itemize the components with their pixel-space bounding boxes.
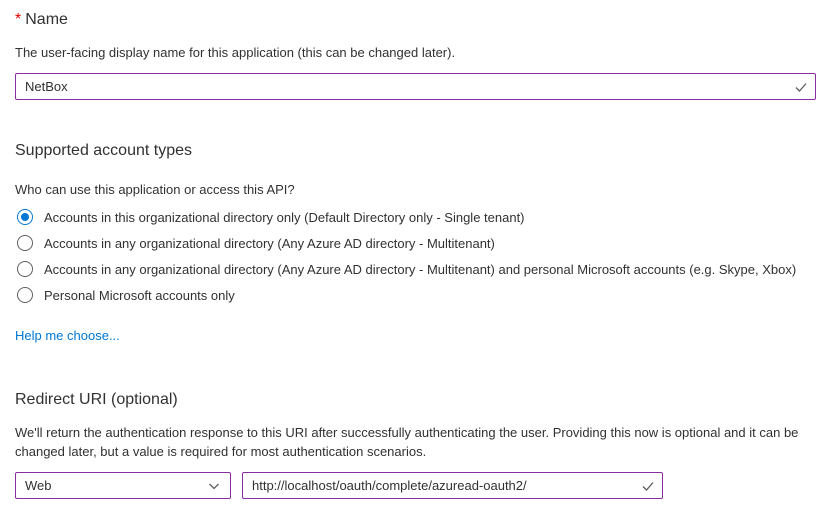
radio-selected-icon bbox=[17, 209, 33, 225]
radio-option-label: Personal Microsoft accounts only bbox=[44, 287, 235, 303]
platform-select-value: Web bbox=[25, 478, 52, 493]
radio-option-personal-only[interactable] bbox=[15, 282, 796, 308]
redirect-uri-description: We'll return the authentication response to this URI after successfully authenticating the user. Providing this now is optional and it can be changed later, but a value is required for most authentication scenarios. bbox=[15, 425, 799, 459]
required-marker: * bbox=[15, 11, 22, 28]
redirect-uri-input-wrap bbox=[242, 472, 663, 499]
radio-unselected-icon bbox=[17, 261, 33, 277]
account-types-radio-group bbox=[15, 204, 796, 308]
radio-option-multitenant[interactable] bbox=[15, 230, 796, 256]
name-input-wrap bbox=[15, 73, 816, 100]
platform-select[interactable] bbox=[15, 472, 231, 499]
radio-unselected-icon bbox=[17, 235, 33, 251]
radio-option-label: Accounts in any organizational directory (Any Azure AD directory - Multitenant) and personal Microsoft accounts (e.g. Skype, Xbox) bbox=[44, 261, 797, 277]
name-section-title-text: Name bbox=[25, 11, 68, 28]
name-section-title bbox=[15, 11, 68, 29]
radio-option-multitenant-personal[interactable] bbox=[15, 256, 796, 282]
radio-option-label: Accounts in this organizational directory only (Default Directory only - Single tenant) bbox=[44, 209, 525, 225]
chevron-down-icon bbox=[206, 478, 222, 494]
account-types-section-title: Supported account types bbox=[15, 142, 193, 159]
redirect-uri-section-title: Redirect URI (optional) bbox=[15, 391, 178, 408]
radio-unselected-icon bbox=[17, 287, 33, 303]
account-types-question: Who can use this application or access this API? bbox=[15, 182, 295, 197]
redirect-uri-input[interactable] bbox=[242, 472, 663, 499]
radio-option-single-tenant[interactable] bbox=[15, 204, 796, 230]
help-me-choose-link[interactable]: Help me choose... bbox=[15, 328, 120, 343]
name-description: The user-facing display name for this application (this can be changed later). bbox=[15, 45, 456, 60]
radio-option-label: Accounts in any organizational directory (Any Azure AD directory - Multitenant) bbox=[44, 235, 495, 251]
name-input[interactable] bbox=[15, 73, 816, 100]
